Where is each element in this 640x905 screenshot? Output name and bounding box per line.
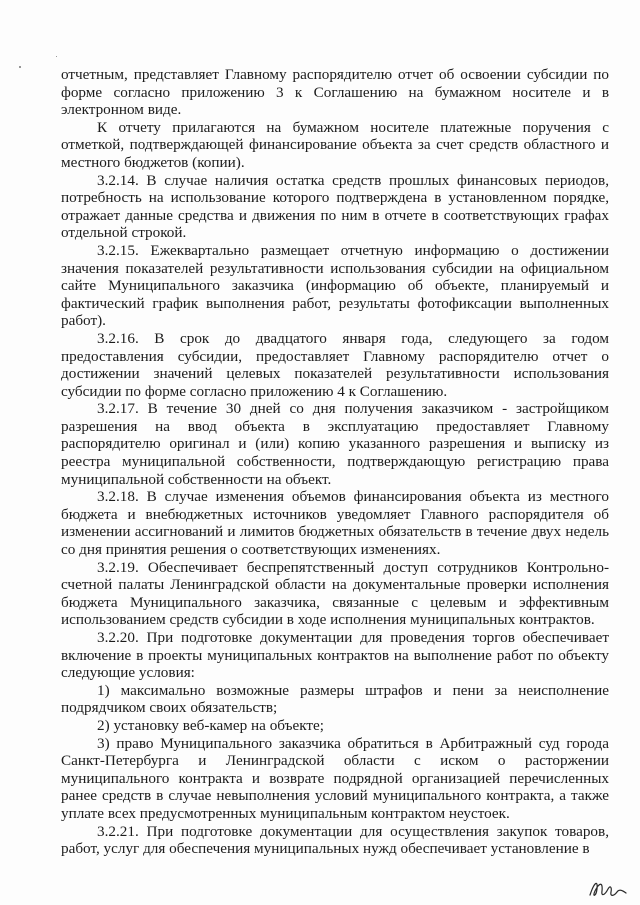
paragraph-3-2-20: 3.2.20. При подготовке документации для проведения торгов обеспечивает включение в проекты муниципальных контрактов на выполнение работ по объекту следующие условия: <box>61 629 609 682</box>
paragraph-3-2-19: 3.2.19. Обеспечивает беспрепятственный доступ сотрудников Контрольно-счетной палаты Ленинградской области на документальные проверки исполнения бюджета Муниципального заказчика, связанные с целевым и эффективным использованием средств субсидии в ходе исполнения муниципальных контрактов. <box>61 558 609 629</box>
list-item-condition-1: 1) максимально возможные размеры штрафов и пени за неисполнение подрядчиком своих обязательств; <box>61 681 609 717</box>
signature-icon <box>586 875 630 901</box>
scan-speck <box>19 66 21 68</box>
paragraph-3-2-14: 3.2.14. В случае наличия остатка средств прошлых финансовых периодов, потребность на использование которого подтверждена в установленном порядке, отражает данные средства и движения по ним в отчете в соответствующих графах отдельной строкой. <box>61 171 609 242</box>
list-item-condition-2: 2) установку веб-камер на объекте; <box>97 716 325 734</box>
paragraph-3-2-21: 3.2.21. При подготовке документации для осуществления закупок товаров, работ, услуг для обеспечения муниципальных нужд обеспечивает установление в <box>61 822 609 858</box>
paragraph-3-2-18: 3.2.18. В случае изменения объемов финансирования объекта из местного бюджета и внебюджетных источников уведомляет Главного распорядителя об изменении ассигнований и лимитов бюджетных обязательств в течение двух недель со дня принятия решения о соответствующих изменениях. <box>61 488 609 559</box>
signature-stroke <box>590 883 626 895</box>
document-body <box>61 66 609 858</box>
paragraph-3-2-16: 3.2.16. В срок до двадцатого января года, следующего за годом предоставления субсидии, предоставляет Главному распорядителю отчет о достижении значений целевых показателей результативности использования субсидии по форме согласно приложению 4 к Соглашению. <box>61 329 609 400</box>
paragraph-continuation: отчетным, представляет Главному распорядителю отчет об освоении субсидии по форме согласно приложению 3 к Соглашению на бумажном носителе и в электронном виде. <box>61 66 609 119</box>
scan-speck <box>56 56 57 57</box>
paragraph-3-2-15: 3.2.15. Ежеквартально размещает отчетную информацию о достижении значения показателей результативности использования субсидии на официальном сайте Муниципального заказчика (информацию об объекте, планируемый и фактический график выполнения работ, результаты фотофиксации выполненных работ). <box>61 241 609 330</box>
list-item-condition-3: 3) право Муниципального заказчика обратиться в Арбитражный суд города Санкт-Петербурга и Ленинградской области с иском о расторжении муниципального контракта и возврате подрядной организацией перечисленных ранее средств в случае невыполнения условий муниципального контракта, а также уплате всех предусмотренных муниципальным контрактом неустоек. <box>61 734 609 822</box>
paragraph-attachments: К отчету прилагаются на бумажном носителе платежные поручения с отметкой, подтверждающей финансирование объекта за счет средств областного и местного бюджетов (копии). <box>61 118 609 171</box>
paragraph-3-2-17: 3.2.17. В течение 30 дней со дня получения заказчиком - застройщиком разрешения на ввод объекта в эксплуатацию предоставляет Главному распорядителю оригинал и (или) копию указанного разрешения и выписку из реестра муниципальной собственности, подтверждающую регистрацию права муниципальной собственности на объект. <box>61 400 609 488</box>
